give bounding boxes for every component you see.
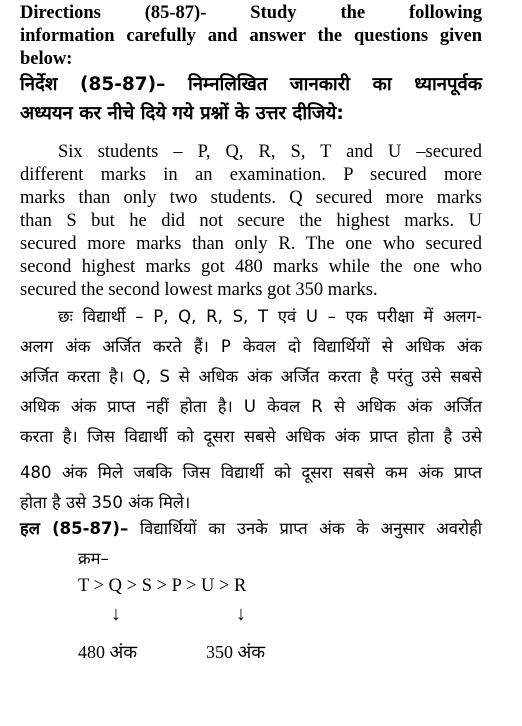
solution-label: हल (85-87)– xyxy=(20,519,129,538)
information-english-line: second highest marks got 480 marks while the one who xyxy=(20,257,482,277)
directions-hindi-line: अध्ययन कर नीचे दिये गये प्रश्नों के उत्तर दीजिये: xyxy=(20,103,344,124)
information-english-line: secured more marks than only R. The one who secured xyxy=(20,234,482,254)
information-english-line: Six students – P, Q, R, S, T and U –secured xyxy=(58,142,482,162)
information-hindi-line: छः विद्यार्थी – P, Q, R, S, T एवं U – एक परीक्षा में अलग- xyxy=(58,307,482,326)
information-english-line: than S but he did not secure the highest marks. U xyxy=(20,211,482,231)
solution-intro xyxy=(20,514,482,544)
information-english xyxy=(20,141,482,302)
information-hindi-line: अलग अंक अर्जित करते हैं। P केवल दो विद्यार्थियों से अधिक अंक xyxy=(20,337,482,356)
order-chain: T > Q > S > P > U > R xyxy=(78,576,247,596)
solution-line xyxy=(20,514,482,544)
information-hindi xyxy=(20,302,482,518)
down-arrow-icon: ↓ xyxy=(236,603,246,625)
information-hindi-line: अधिक अंक प्राप्त नहीं होता है। U केवल R से अधिक अंक अर्जित xyxy=(20,397,482,416)
down-arrow-icon: ↓ xyxy=(111,603,121,625)
information-english-line: different marks in an examination. P secured more xyxy=(20,165,482,185)
directions-english xyxy=(20,2,482,71)
directions-hindi xyxy=(20,70,482,128)
information-english-line: marks than only two students. Q secured more marks xyxy=(20,188,482,208)
directions-hindi-line: निर्देश (85-87)– निम्नलिखित जानकारी का ध्यानपूर्वक xyxy=(20,74,482,95)
marks-second-lowest: 350 अंक xyxy=(206,642,266,662)
order-heading: क्रम– xyxy=(78,549,109,568)
directions-english-line: Directions (85-87)- Study the following xyxy=(20,3,482,23)
directions-english-line: information carefully and answer the questions given xyxy=(20,26,482,46)
information-hindi-line: अर्जित करता है। Q, S से अधिक अंक अर्जित करता है परंतु उसे सबसे xyxy=(20,367,482,386)
marks-second-highest: 480 अंक xyxy=(78,642,138,662)
information-hindi-line: 480 अंक मिले जबकि जिस विद्यार्थी को दूसरा सबसे कम अंक प्राप्त xyxy=(20,463,482,482)
information-hindi-line: होता है उसे 350 अंक मिले। xyxy=(20,493,191,512)
directions-english-line: below: xyxy=(20,49,73,69)
information-hindi-line: करता है। जिस विद्यार्थी को दूसरा सबसे अधिक अंक प्राप्त होता है उसे xyxy=(20,427,482,446)
information-english-line: secured the second lowest marks got 350 marks. xyxy=(20,280,378,300)
solution-text: विद्यार्थियों का उनके प्राप्त अंक के अनुसार अवरोही xyxy=(139,519,483,538)
